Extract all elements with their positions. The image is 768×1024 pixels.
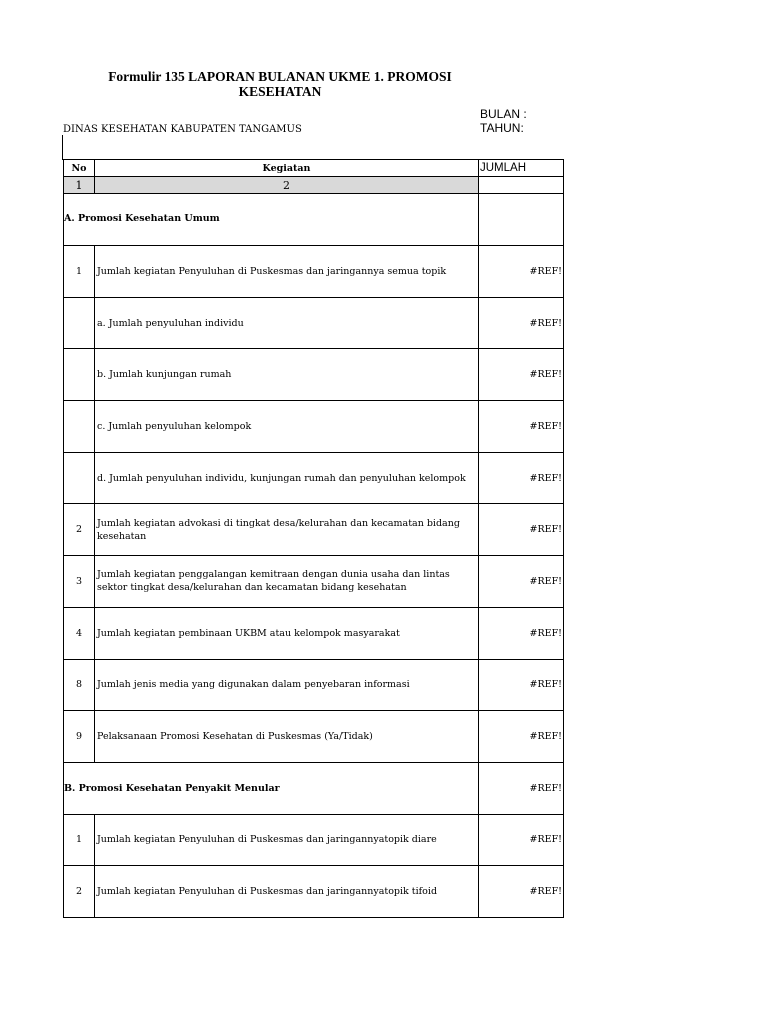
row-jumlah: #REF! [479, 452, 564, 504]
row-jumlah: #REF! [479, 711, 564, 763]
number-jumlah [479, 177, 564, 194]
table-row [64, 452, 564, 504]
row-kegiatan: Pelaksanaan Promosi Kesehatan di Puskesmas (Ya/Tidak) [95, 711, 479, 763]
row-kegiatan: Jumlah kegiatan Penyuluhan di Puskesmas dan jaringannya semua topik [95, 246, 479, 298]
row-kegiatan: Jumlah jenis media yang digunakan dalam penyebaran informasi [95, 659, 479, 711]
number-kegiatan: 2 [95, 177, 479, 194]
row-jumlah: #REF! [479, 607, 564, 659]
row-no: 2 [64, 504, 95, 556]
report-table [63, 159, 564, 918]
row-kegiatan: Jumlah kegiatan penggalangan kemitraan dengan dunia usaha dan lintas sektor tingkat desa/kelurahan dan kecamatan bidang kesehatan [95, 556, 479, 608]
row-kegiatan: a. Jumlah penyuluhan individu [95, 297, 479, 349]
table-row [64, 659, 564, 711]
row-no [64, 452, 95, 504]
row-jumlah: #REF! [479, 349, 564, 401]
form-title-line2: KESEHATAN [238, 84, 322, 99]
row-kegiatan: Jumlah kegiatan Penyuluhan di Puskesmas dan jaringannyatopik tifoid [95, 866, 479, 918]
table-row [64, 866, 564, 918]
table-row [64, 556, 564, 608]
header-kegiatan: Kegiatan [95, 160, 479, 177]
bulan-label: BULAN : [480, 107, 527, 121]
table-row [64, 297, 564, 349]
row-jumlah: #REF! [479, 401, 564, 453]
row-jumlah: #REF! [479, 659, 564, 711]
left-border-line [62, 135, 63, 160]
row-kegiatan: Jumlah kegiatan Penyuluhan di Puskesmas dan jaringannyatopik diare [95, 814, 479, 866]
row-no: 4 [64, 607, 95, 659]
row-no [64, 349, 95, 401]
row-no: 1 [64, 246, 95, 298]
header-no: No [64, 160, 95, 177]
table-row [64, 711, 564, 763]
row-no: 3 [64, 556, 95, 608]
row-jumlah: #REF! [479, 297, 564, 349]
section-a-label: A. Promosi Kesehatan Umum [64, 194, 479, 246]
table-row [64, 401, 564, 453]
table-row [64, 246, 564, 298]
table-header-row [64, 160, 564, 177]
section-b-row [64, 762, 564, 814]
form-title-line1: Formulir 135 LAPORAN BULANAN UKME 1. PROMOSI [108, 69, 452, 84]
header-jumlah: JUMLAH [479, 160, 564, 177]
section-a-row [64, 194, 564, 246]
row-jumlah: #REF! [479, 556, 564, 608]
row-no: 2 [64, 866, 95, 918]
number-no: 1 [64, 177, 95, 194]
row-no: 9 [64, 711, 95, 763]
row-jumlah: #REF! [479, 814, 564, 866]
row-no: 1 [64, 814, 95, 866]
row-kegiatan: d. Jumlah penyuluhan individu, kunjungan rumah dan penyuluhan kelompok [95, 452, 479, 504]
row-kegiatan: c. Jumlah penyuluhan kelompok [95, 401, 479, 453]
row-jumlah: #REF! [479, 246, 564, 298]
row-kegiatan: Jumlah kegiatan pembinaan UKBM atau kelompok masyarakat [95, 607, 479, 659]
table-row [64, 814, 564, 866]
row-kegiatan: Jumlah kegiatan advokasi di tingkat desa/kelurahan dan kecamatan bidang kesehatan [95, 504, 479, 556]
table-row [64, 504, 564, 556]
table-row [64, 607, 564, 659]
row-kegiatan: b. Jumlah kunjungan rumah [95, 349, 479, 401]
row-jumlah: #REF! [479, 504, 564, 556]
row-jumlah: #REF! [479, 866, 564, 918]
agency-name: DINAS KESEHATAN KABUPATEN TANGAMUS [63, 124, 302, 135]
tahun-label: TAHUN: [480, 121, 524, 135]
form-title [60, 69, 500, 99]
table-number-row [64, 177, 564, 194]
section-a-jumlah [479, 194, 564, 246]
row-no [64, 297, 95, 349]
row-no [64, 401, 95, 453]
row-no: 8 [64, 659, 95, 711]
period-labels [480, 107, 527, 135]
table-row [64, 349, 564, 401]
section-b-label: B. Promosi Kesehatan Penyakit Menular [64, 762, 479, 814]
section-b-jumlah: #REF! [479, 762, 564, 814]
